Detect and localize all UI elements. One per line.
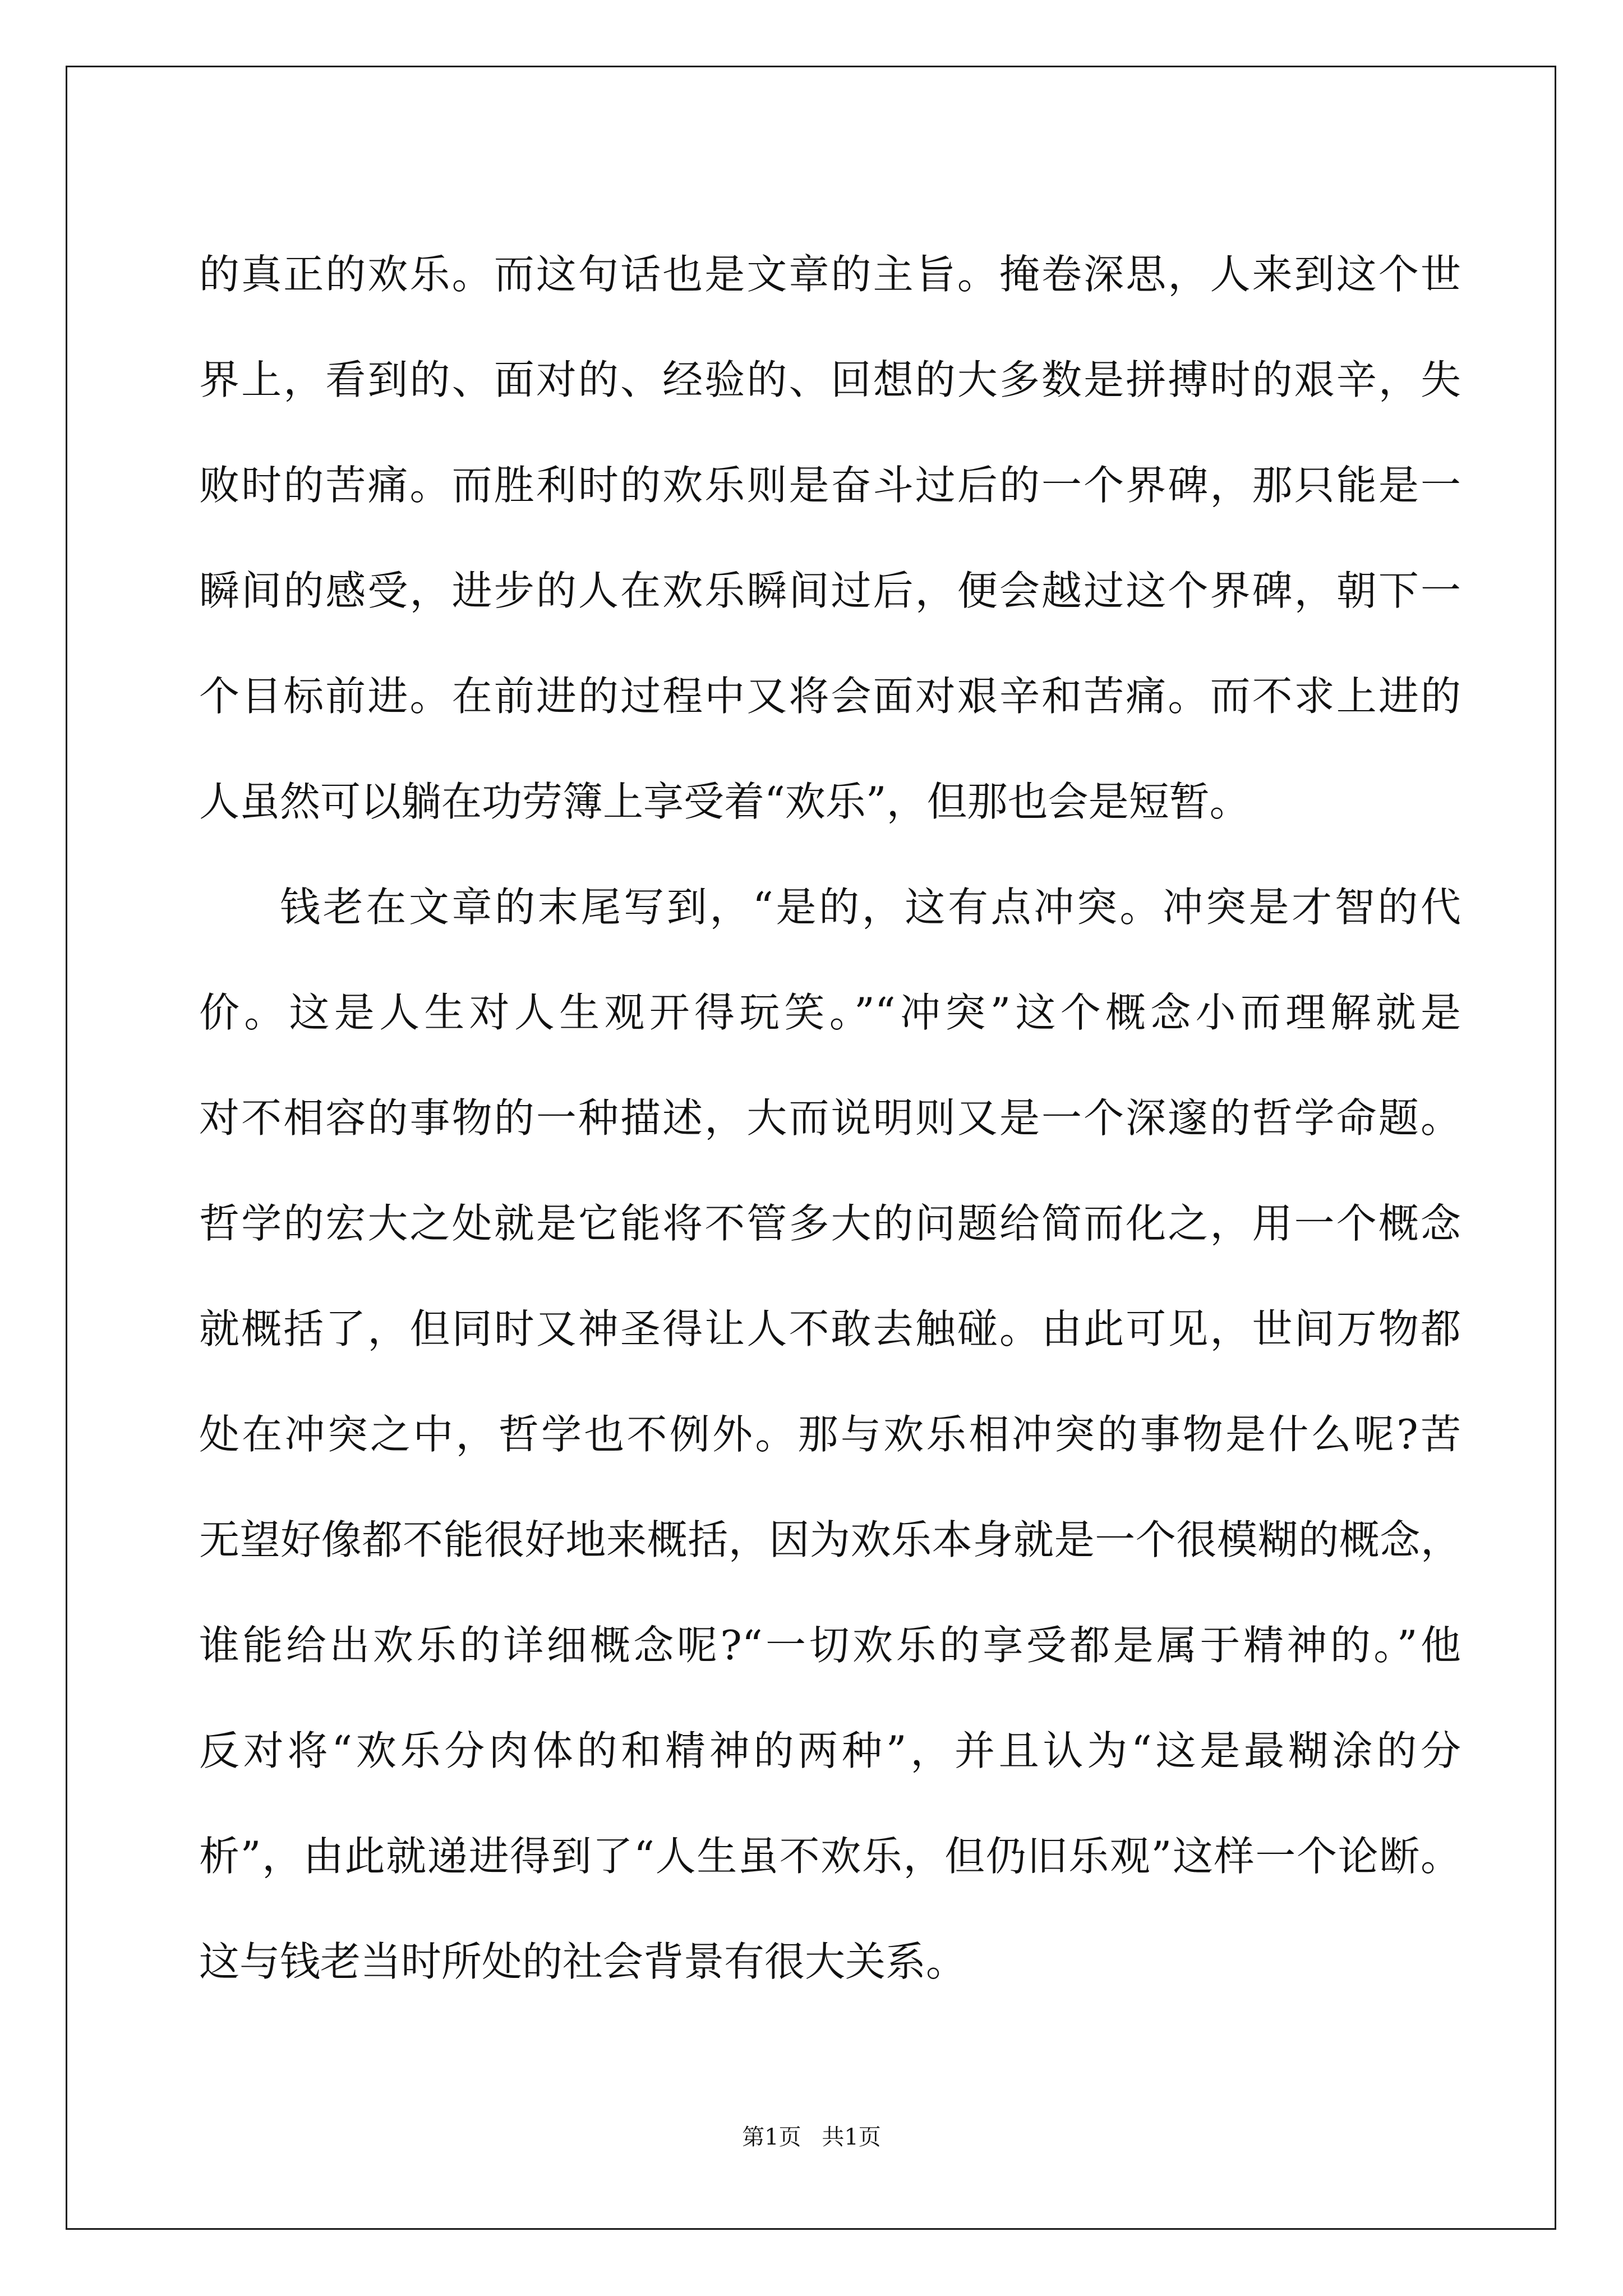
text-line: 反对将“欢乐分肉体的和精神的两种”，并且认为“这是最糊涂的分 xyxy=(199,1727,1461,1774)
page-footer xyxy=(0,2119,1623,2151)
text-line: 处在冲突之中，哲学也不例外。那与欢乐相冲突的事物是什么呢?苦 xyxy=(199,1411,1461,1458)
text-line: 人虽然可以躺在功劳簿上享受着“欢乐”，但那也会是短暂。 xyxy=(199,778,1250,825)
text-line: 析”，由此就递进得到了“人生虽不欢乐，但仍旧乐观”这样一个论断。 xyxy=(199,1833,1461,1880)
page-total: 共1页 xyxy=(822,2124,881,2150)
text-line: 无望好像都不能很好地来概括，因为欢乐本身就是一个很模糊的概念， xyxy=(199,1516,1461,1563)
text-line: 界上，看到的、面对的、经验的、回想的大多数是拼搏时的艰辛，失 xyxy=(199,356,1461,403)
text-line: 哲学的宏大之处就是它能将不管多大的问题给简而化之，用一个概念 xyxy=(199,1200,1461,1247)
page-number: 第1页 xyxy=(742,2124,801,2150)
text-line: 个目标前进。在前进的过程中又将会面对艰辛和苦痛。而不求上进的 xyxy=(199,673,1461,720)
text-line: 就概括了，但同时又神圣得让人不敢去触碰。由此可见，世间万物都 xyxy=(199,1305,1461,1352)
text-line: 这与钱老当时所处的社会背景有很大关系。 xyxy=(199,1938,967,1985)
text-line: 钱老在文章的末尾写到，“是的，这有点冲突。冲突是才智的代 xyxy=(280,884,1461,931)
text-line: 败时的苦痛。而胜利时的欢乐则是奋斗过后的一个界碑，那只能是一 xyxy=(199,462,1461,509)
text-line: 瞬间的感受，进步的人在欢乐瞬间过后，便会越过这个界碑，朝下一 xyxy=(199,567,1461,614)
document-body xyxy=(199,222,1461,2014)
text-line: 的真正的欢乐。而这句话也是文章的主旨。掩卷深思，人来到这个世 xyxy=(199,251,1461,298)
text-line: 价。这是人生对人生观开得玩笑。”“冲突”这个概念小而理解就是 xyxy=(199,989,1461,1036)
text-line: 谁能给出欢乐的详细概念呢?“一切欢乐的享受都是属于精神的。”他 xyxy=(199,1622,1461,1669)
text-line: 对不相容的事物的一种描述，大而说明则又是一个深邃的哲学命题。 xyxy=(199,1094,1461,1142)
